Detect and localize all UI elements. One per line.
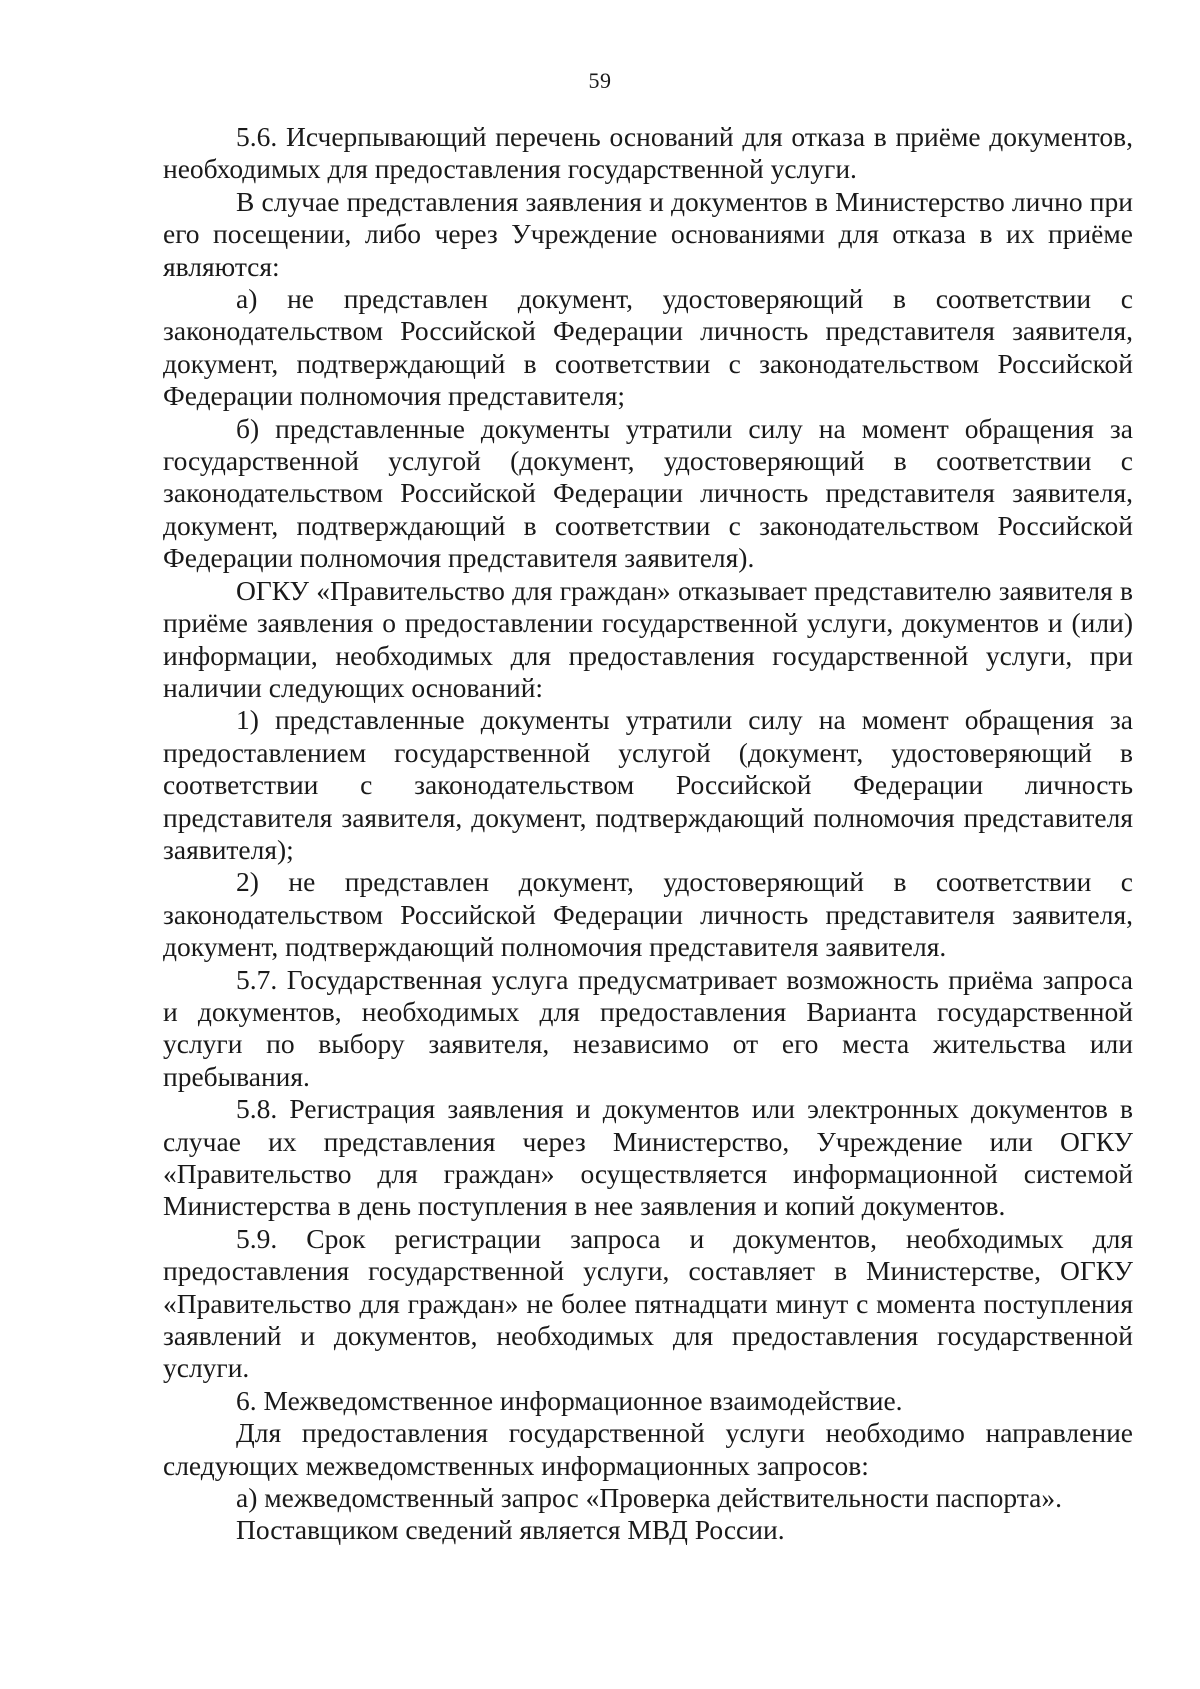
list-item-1: 1) представленные документы утратили силу на момент обращения за предоставлением государственной услугой (документ, удостоверяющий в соответствии с законодательством Российской Федерации личность представителя заявителя, документ, подтверждающий полномочия представителя заявителя); (163, 704, 1133, 865)
paragraph-5-7: 5.7. Государственная услуга предусматривает возможность приёма запроса и документов, необходимых для предоставления Варианта государственной услуги по выбору заявителя, независимо от его места жительства или пребывания. (163, 963, 1133, 1092)
list-item-2: 2) не представлен документ, удостоверяющий в соответствии с законодательством Российской Федерации личность представителя заявителя, документ, подтверждающий полномочия представителя заявителя. (163, 866, 1133, 963)
section-6-heading: 6. Межведомственное информационное взаимодействие. (236, 1384, 903, 1416)
page-number: 59 (588, 68, 612, 93)
list-item-a: а) не представлен документ, удостоверяющий в соответствии с законодательством Российской Федерации личность представителя заявителя, документ, подтверждающий в соответствии с законодательством Российской Федерации полномочия представителя; (163, 283, 1133, 412)
list-item-6-a: а) межведомственный запрос «Проверка действительности паспорта». (236, 1482, 1062, 1514)
paragraph-5-8: 5.8. Регистрация заявления и документов или электронных документов в случае их представления через Министерство, Учреждение или ОГКУ «Правительство для граждан» осуществляется информационной системой Министерства в день поступления в нее заявления и копий документов. (163, 1093, 1133, 1222)
paragraph-6-intro: Для предоставления государственной услуги необходимо направление следующих межведомственных информационных запросов: (163, 1417, 1133, 1481)
paragraph-provider: Поставщиком сведений является МВД России. (236, 1514, 785, 1546)
list-item-b: б) представленные документы утратили силу на момент обращения за государственной услугой (документ, удостоверяющий в соответствии с законодательством Российской Федерации личность представителя заявителя, документ, подтверждающий в соответствии с законодательством Российской Федерации полномочия представителя заявителя). (163, 412, 1133, 574)
paragraph-ministry-intro: В случае представления заявления и документов в Министерство лично при его посещении, либо через Учреждение основаниями для отказа в их приёме являются: (163, 185, 1133, 282)
paragraph-5-9: 5.9. Срок регистрации запроса и документов, необходимых для предоставления государственной услуги, составляет в Министерстве, ОГКУ «Правительство для граждан» не более пятнадцати минут с момента поступления заявлений и документов, необходимых для предоставления государственной услуги. (163, 1222, 1133, 1384)
document-body (163, 121, 1133, 1547)
paragraph-ogku-intro: ОГКУ «Правительство для граждан» отказывает представителю заявителя в приёме заявления о предоставлении государственной услуги, документов и (или) информации, необходимых для предоставления государственной услуги, при наличии следующих оснований: (163, 574, 1133, 703)
paragraph-5-6: 5.6. Исчерпывающий перечень оснований для отказа в приёме документов, необходимых для предоставления государственной услуги. (163, 121, 1133, 185)
